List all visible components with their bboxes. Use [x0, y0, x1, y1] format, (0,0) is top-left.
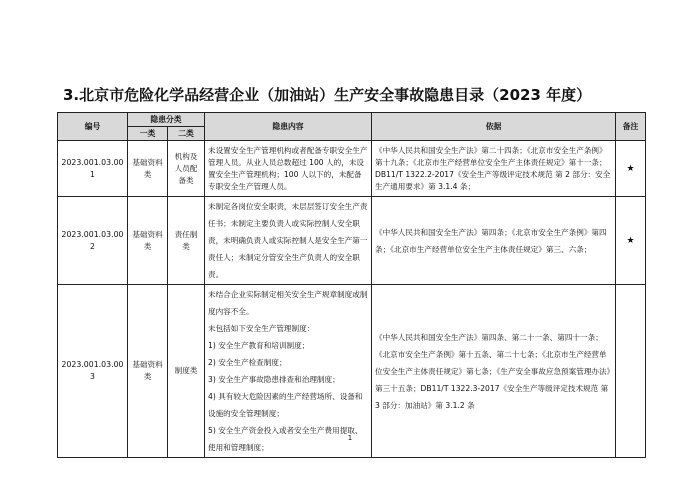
header-code: 编号 — [58, 113, 128, 141]
row-cat2: 责任制类 — [168, 197, 205, 285]
hazard-table — [57, 112, 646, 458]
page-number: 1 — [347, 434, 353, 442]
row-note-empty — [616, 285, 646, 458]
row-cat2: 机构及人员配备类 — [168, 141, 205, 197]
content-line: 未结合企业实际制定相关安全生产规章制度或制度内容不全。 — [208, 290, 368, 316]
row-basis: 《中华人民共和国安全生产法》第四条、第二十一条、第四十一条；《北京市安全生产条例》第十五条、第二十七条；《北京市生产经营单位安全生产主体责任规定》第七条；《生产安全事故应急预案管理办法》第三十五条；DB11/T 1322.3-2017《安全生产等级评定技术规范 第 3 部分：加油站》第 3.1.2 条 — [372, 285, 616, 458]
row-basis: 《中华人民共和国安全生产法》第二十四条；《北京市安全生产条例》第十九条；《北京市生产经营单位安全生产主体责任规定》第十一条；DB11/T 1322.2-2017《安全生产等级评定技术规范 第 2 部分：安全生产通用要求》第 3.1.4 条； — [372, 141, 616, 197]
row-content: 未设置安全生产管理机构或者配备专职安全生产管理人员。从业人员总数超过 100 人的，未设置安全生产管理机构；100 人以下的，未配备专职安全生产管理人员。 — [205, 141, 372, 197]
row-basis: 《中华人民共和国安全生产法》第四条；《北京市安全生产条例》第四条；《北京市生产经营单位安全生产主体责任规定》第三、六条； — [372, 197, 616, 285]
content-line: 1) 安全生产教育和培训制度； — [208, 341, 310, 350]
row-note-star: ★ — [616, 141, 646, 197]
table-row — [58, 285, 646, 458]
row-code: 2023.001.03.003 — [58, 285, 128, 458]
row-cat2: 制度类 — [168, 285, 205, 458]
row-cat1: 基础资料类 — [128, 141, 168, 197]
header-cat1: 一类 — [128, 127, 168, 141]
row-content: 未制定各岗位安全职责，未层层签订安全生产责任书；未制定主要负责人或实际控制人安全职责，未明确负责人或实际控制人是安全生产第一责任人；未制定分管安全生产负责人的安全职责。 — [205, 197, 372, 285]
header-cat2: 二类 — [168, 127, 205, 141]
content-line: 5) 安全生产资金投入或者安全生产费用提取、使用和管理制度； — [208, 426, 363, 452]
table-row — [58, 197, 646, 285]
page-title: 3.北京市危险化学品经营企业（加油站）生产安全事故隐患目录（2023 年度） — [63, 86, 592, 104]
content-line: 4) 具有较大危险因素的生产经营场所、设备和设施的安全管理制度； — [208, 392, 363, 418]
header-category: 隐患分类 — [128, 113, 205, 127]
content-line: 2) 安全生产检查制度； — [208, 358, 287, 367]
content-line: 未包括如下安全生产管理制度： — [208, 324, 315, 333]
content-line: 3) 安全生产事故隐患排查和治理制度； — [208, 375, 340, 384]
header-basis: 依据 — [372, 113, 616, 141]
row-code: 2023.001.03.001 — [58, 141, 128, 197]
row-note-star: ★ — [616, 197, 646, 285]
row-code: 2023.001.03.002 — [58, 197, 128, 285]
row-cat1: 基础资料类 — [128, 285, 168, 458]
table-row — [58, 141, 646, 197]
header-content: 隐患内容 — [205, 113, 372, 141]
row-content — [205, 285, 372, 458]
row-cat1: 基础资料类 — [128, 197, 168, 285]
header-note: 备注 — [616, 113, 646, 141]
